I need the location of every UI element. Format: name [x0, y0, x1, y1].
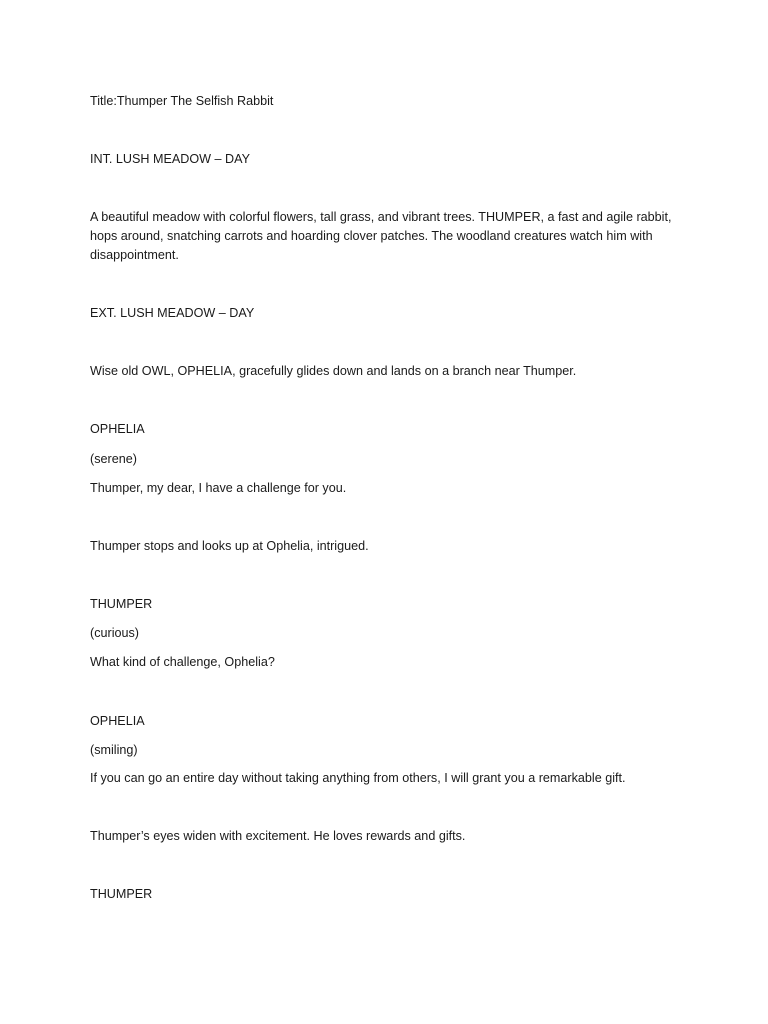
action-paragraph: Thumper stops and looks up at Ophelia, intrigued. [90, 539, 369, 553]
dialogue-line: What kind of challenge, Ophelia? [90, 655, 275, 669]
character-name: THUMPER [90, 887, 153, 901]
action-paragraph: A beautiful meadow with colorful flowers, tall grass, and vibrant trees. THUMPER, a fast and agile rabbit, hops around, snatching carrots and hoarding clover patches. The woodland creatures watch him with disappointment. [90, 210, 672, 262]
action-paragraph: Thumper’s eyes widen with excitement. He loves rewards and gifts. [90, 829, 466, 843]
dialogue-line: Thumper, my dear, I have a challenge for you. [90, 481, 347, 495]
action-paragraph: Wise old OWL, OPHELIA, gracefully glides down and lands on a branch near Thumper. [90, 364, 577, 378]
scene-heading: INT. LUSH MEADOW – DAY [90, 152, 251, 166]
parenthetical: (serene) [90, 452, 137, 466]
character-name: OPHELIA [90, 714, 145, 728]
scene-heading: EXT. LUSH MEADOW – DAY [90, 306, 255, 320]
parenthetical: (curious) [90, 626, 139, 640]
script-title: Title:Thumper The Selfish Rabbit [90, 94, 274, 108]
character-name: OPHELIA [90, 422, 145, 436]
dialogue-line: If you can go an entire day without taking anything from others, I will grant you a remarkable gift. [90, 771, 626, 785]
character-name: THUMPER [90, 597, 153, 611]
parenthetical: (smiling) [90, 743, 138, 757]
